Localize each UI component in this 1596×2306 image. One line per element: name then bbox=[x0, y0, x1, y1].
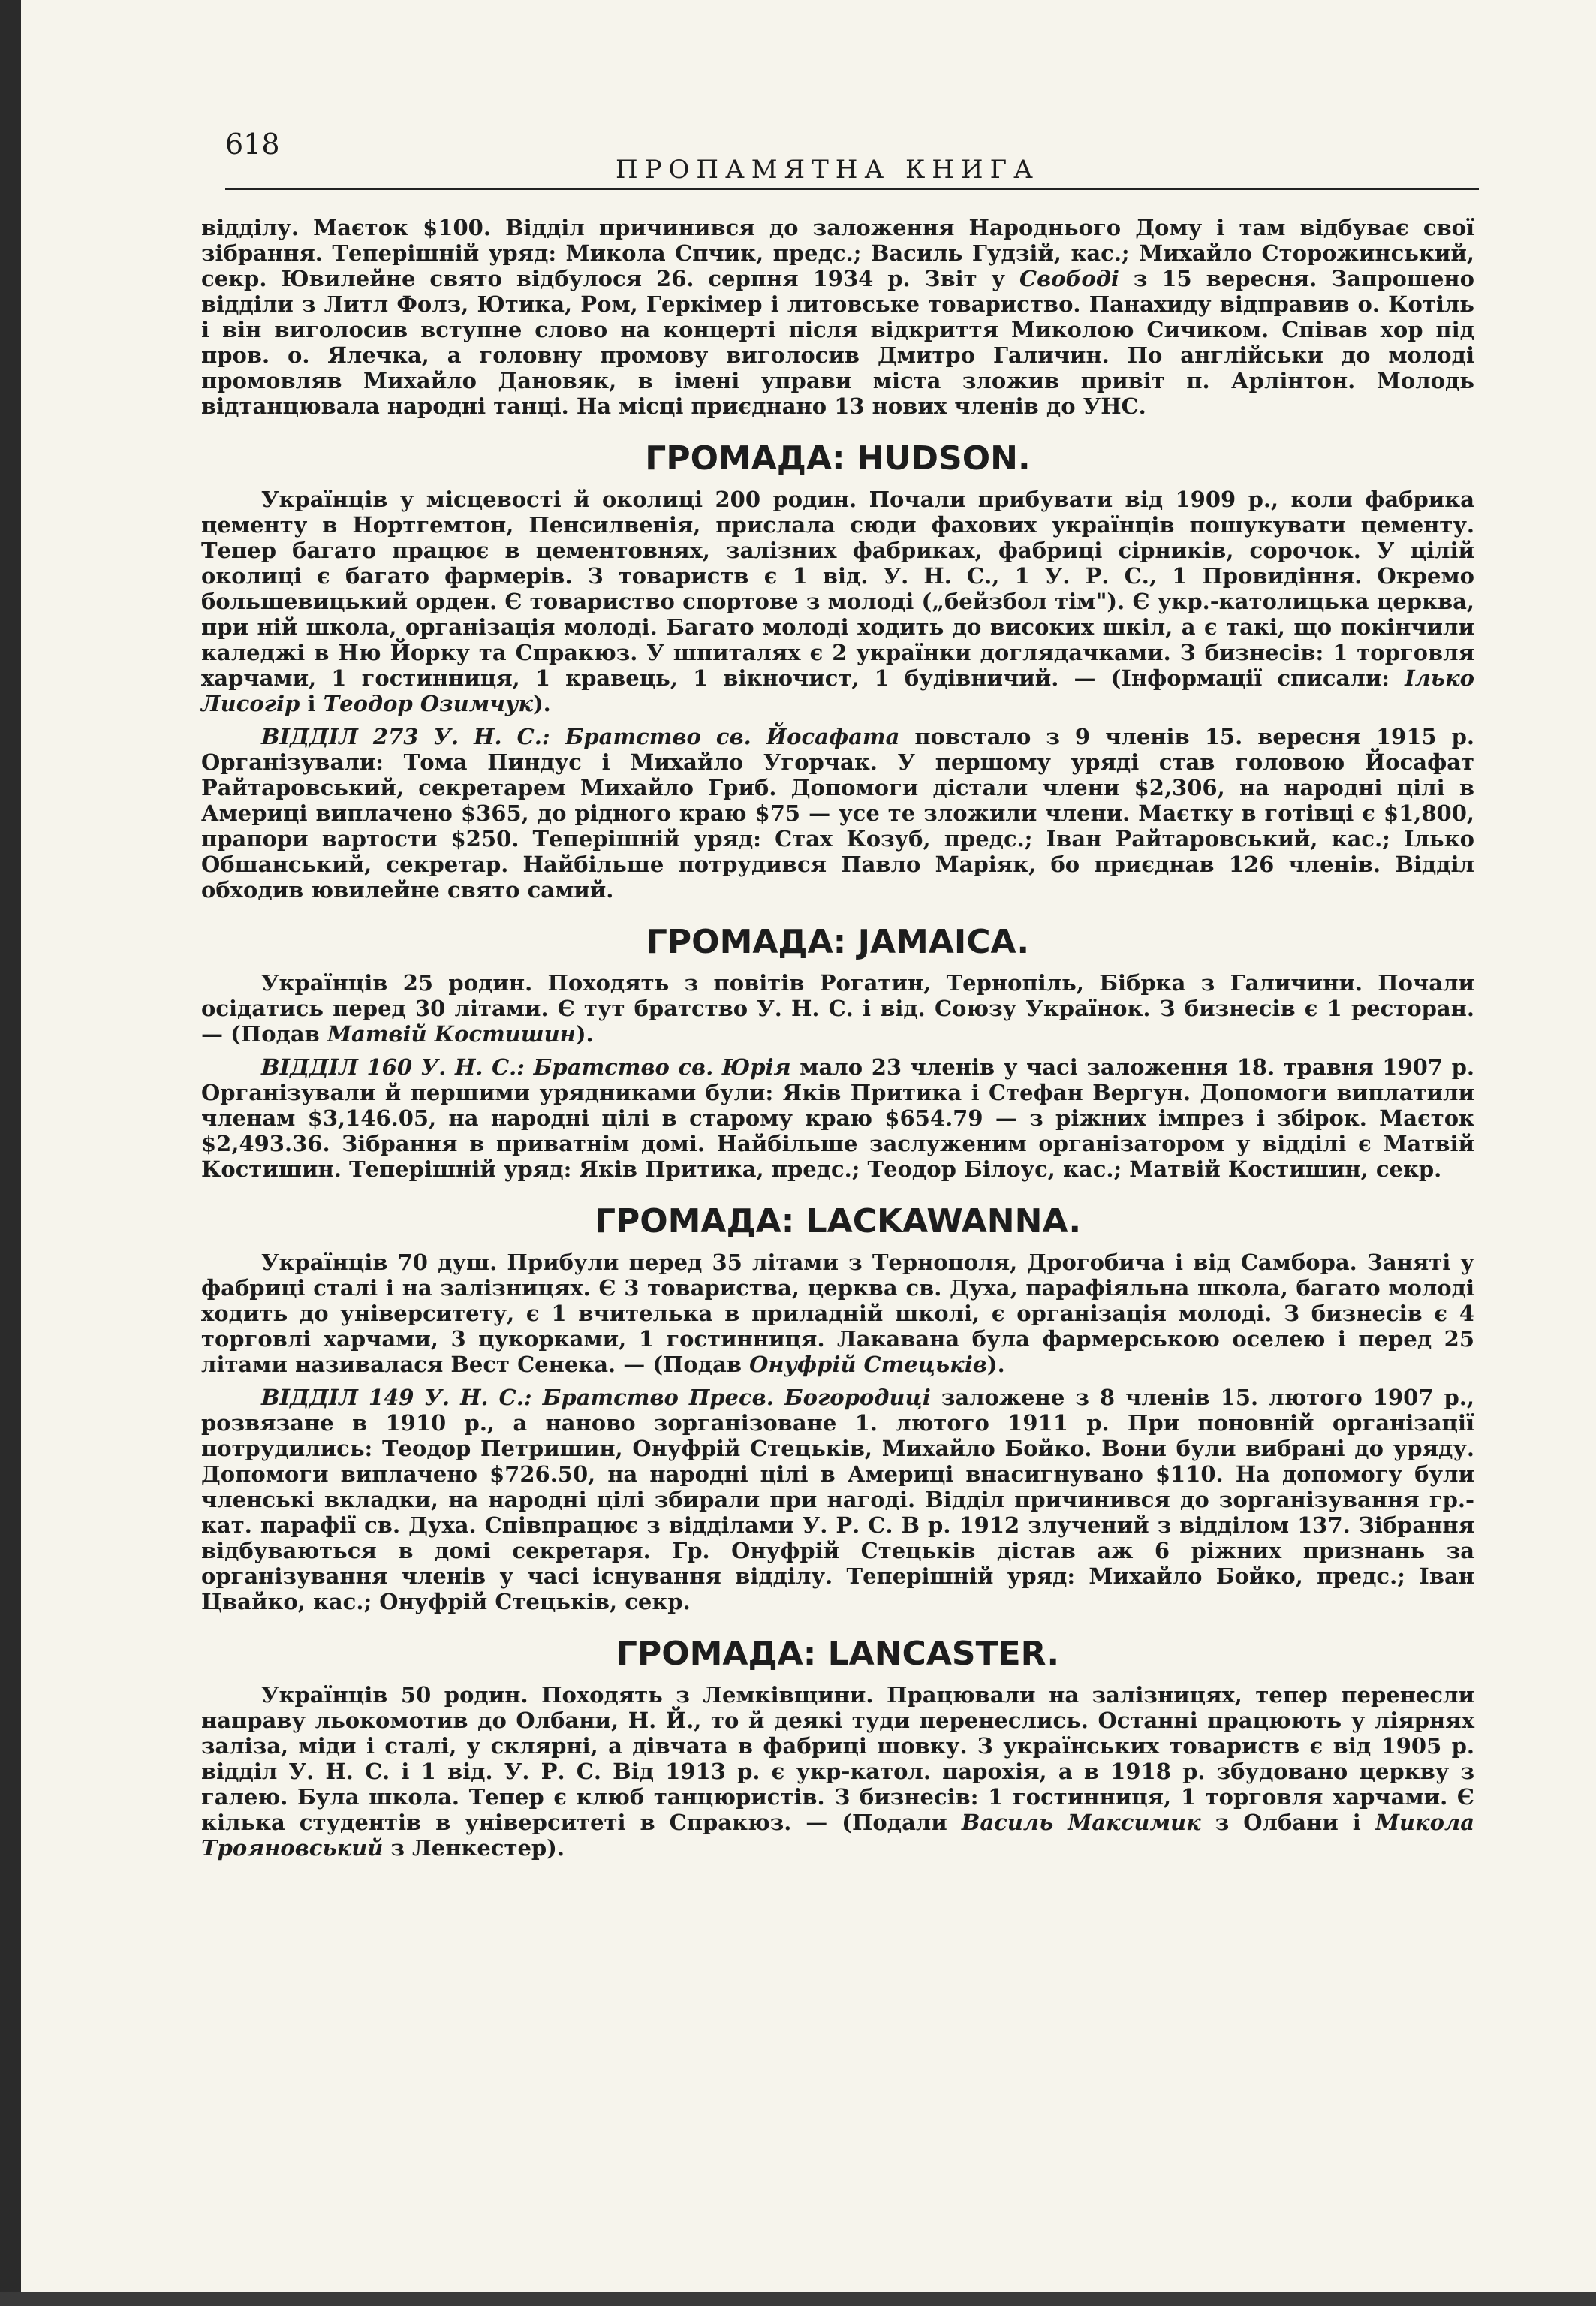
paragraph-text: ). bbox=[575, 1021, 594, 1047]
paragraph-text: Українців 25 родин. Походять з повітів Рогатин, Тернопіль, Бібрка з Галичини. Почали осідатись перед 30 літами. Є тут братство У. Н. С. і від. Союзу Українок. З бизнесів є 1 ресторан. — (Подав bbox=[201, 970, 1474, 1047]
paragraph-text: Українців 70 душ. Прибули перед 35 літами з Тернополя, Дрогобича і від Самбора. Заняті у фабриці сталі і на залізницях. Є 3 товариства, церква св. Духа, парафіяльна школа, багато молоді ходить до університету, є 1 вчителька в приладній школі, є організація молоді. З бизнесів є 4 торговлі харчами, 3 цукорками, 1 гостинниця. Лакавана була фармерською оселею і перед 25 літами називалася Вест Сенека. — (Подав bbox=[201, 1249, 1474, 1377]
heading-place: HUDSON. bbox=[856, 439, 1031, 478]
section-heading-hudson bbox=[201, 439, 1474, 479]
branch-title: ВІДДІЛ 273 У. Н. С.: Братство св. Йосафата bbox=[261, 724, 900, 749]
paragraph-text: Українців 50 родин. Походять з Лемківщини. Працювали на залізницях, тепер перенесли направу льокомотив до Олбани, Н. Й., то й деякі туди перенеслись. Останні працюють у ліярнях заліза, міди і сталі, у склярні, а дівчата в фабриці шовку. З українських товариств є від 1905 р. відділ У. Н. С. і 1 від. У. Р. С. Від 1913 р. є укр-катол. парохія, а в 1918 р. збудовано церкву з галею. Була школа. Тепер є клюб танцюристів. З бизнесів: 1 гостинниця, 1 торговля харчами. Є кілька студентів в університеті в Спракюз. — (Подали bbox=[201, 1682, 1474, 1835]
running-title: ПРОПАМЯТНА КНИГА bbox=[616, 155, 1040, 185]
intro-text: відділу. Маєток $100. Відділ причинився до заложення Народнього Дому і там відбуває свої зібрання. Теперішній уряд: Микола Спчик, предс.; Василь Гудзій, кас.; Михайло Сторожинський, секр. Ювилейне свято відбулося 26. серпня 1934 р. Звіт у bbox=[201, 215, 1474, 291]
paragraph-text: ). bbox=[532, 691, 551, 716]
scan-bottom-edge bbox=[0, 2292, 1596, 2306]
paragraph-text: Українців у місцевості й околиці 200 родин. Почали прибувати від 1909 р., коли фабрика цементу в Нортгемтон, Пенсилвенія, прислала сюди фахових українців пошукувати цементу. Тепер багато працює в цементовнях, залізних фабриках, фабриці сірників, сорочок. У цілій околиці є багато фармерів. З товариств є 1 від. У. Н. С., 1 У. Р. С., 1 Провидіння. Окремо большевицький орден. Є товариство спортове з молоді („бейзбол тім"). Є укр.-католицька церква, при ній школа, організація молоді. Багато молоді ходить до високих шкіл, а є такі, що покінчили каледжі в Ню Йорку та Спракюз. У шпиталях є 2 українки доглядачками. З бизнесів: 1 торговля харчами, 1 гостинниця, 1 кравець, 1 вікночист, 1 будівничий. — (Інформації списали: bbox=[201, 487, 1474, 691]
branch-title: ВІДДІЛ 160 У. Н. С.: Братство св. Юрія bbox=[261, 1054, 791, 1080]
lackawanna-community-paragraph bbox=[201, 1249, 1474, 1377]
paragraph-text: заложене з 8 членів 15. лютого 1907 р., розвязане в 1910 р., а наново зорганізоване 1. лютого 1911 р. При поновній організації потрудились: Теодор Петришин, Онуфрій Стецьків, Михайло Бойко. Вони були вибрані до уряду. Допомоги виплачено $726.50, на народні цілі в Америці внасигнувано $110. На допомогу були членські вкладки, на народні цілі збирали при нагоді. Відділ причинився до зорганізування гр.-кат. парафії св. Духа. Співпрацює з відділами У. Р. С. В р. 1912 злучений з відділом 137. Зібрання відбуваються в домі секретаря. Гр. Онуфрій Стецьків дістав аж 6 ріжних признань за організування членів у часі існування відділу. Теперішній уряд: Михайло Бойко, предс.; Іван Цвайко, кас.; Онуфрій Стецьків, секр. bbox=[201, 1385, 1474, 1614]
informant-name: Онуфрій Стецьків bbox=[749, 1352, 987, 1377]
branch-title: ВІДДІЛ 149 У. Н. С.: Братство Пресв. Богородиці bbox=[261, 1385, 931, 1410]
hudson-branch-paragraph bbox=[201, 724, 1474, 903]
jamaica-branch-paragraph bbox=[201, 1054, 1474, 1182]
paragraph-text: мало 23 членів у часі заложення 18. травня 1907 р. Організували й першими урядниками були: Яків Притика і Стефан Вергун. Допомоги виплатили членам $3,146.05, на народні цілі в старому краю $654.79 — з ріжних імпрез і збірок. Маєток $2,493.36. Зібрання в приватнім домі. Найбільше заслуженим організатором у відділі є Матвій Костишин. Теперішній уряд: Яків Притика, предс.; Теодор Білоус, кас.; Матвій Костишин, секр. bbox=[201, 1054, 1474, 1182]
informant-name: Микола Трояновський bbox=[201, 1810, 1474, 1861]
heading-label: ГРОМАДА: bbox=[594, 1202, 795, 1240]
section-heading-jamaica bbox=[201, 922, 1474, 963]
section-heading-lackawanna bbox=[201, 1201, 1474, 1242]
section-heading-lancaster bbox=[201, 1634, 1474, 1674]
informant-name: Теодор Озимчук bbox=[323, 691, 533, 716]
heading-place: LANCASTER. bbox=[827, 1635, 1060, 1673]
heading-place: LACKAWANNA. bbox=[806, 1202, 1082, 1240]
informant-name: Василь Максимик bbox=[961, 1810, 1201, 1835]
informant-name: Матвій Костишин bbox=[327, 1021, 576, 1047]
heading-label: ГРОМАДА: bbox=[616, 1635, 817, 1673]
page-header bbox=[225, 113, 1479, 188]
page-body bbox=[201, 215, 1474, 1861]
intro-emphasis: Свободі bbox=[1019, 266, 1119, 291]
paragraph-text: з Олбани і bbox=[1200, 1810, 1375, 1835]
paragraph-text: і bbox=[300, 691, 324, 716]
hudson-community-paragraph bbox=[201, 487, 1474, 716]
scan-left-edge bbox=[0, 0, 21, 2306]
paragraph-text: повстало з 9 членів 15. вересня 1915 р. Організували: Тома Пиндус і Михайло Угорчак. У першому уряді став головою Йосафат Райтаровський, секретарем Михайло Гриб. Допомоги дістали члени $2,306, на народні цілі в Америці виплачено $365, до рідного краю $75 — усе те зложили члени. Маєтку в готівці є $1,800, прапори вартости $250. Теперішній уряд: Стах Козуб, предс.; Іван Райтаровський, кас.; Ілько Обшанський, секретар. Найбільше потрудився Павло Маріяк, бо приєднав 126 членів. Відділ обходив ювилейне свято самий. bbox=[201, 724, 1475, 903]
heading-place: JAMAICA. bbox=[857, 923, 1030, 961]
informant-name: Ілько Лисогір bbox=[201, 665, 1474, 716]
heading-label: ГРОМАДА: bbox=[645, 439, 845, 478]
lancaster-community-paragraph bbox=[201, 1682, 1474, 1861]
paragraph-text: з Ленкестер). bbox=[383, 1835, 565, 1861]
intro-paragraph bbox=[201, 215, 1474, 419]
header-rule bbox=[225, 188, 1479, 190]
jamaica-community-paragraph bbox=[201, 970, 1474, 1047]
paragraph-text: ). bbox=[986, 1352, 1005, 1377]
page-number: 618 bbox=[225, 128, 280, 161]
intro-text-2: з 15 вересня. Запрошено відділи з Литл Фолз, Ютика, Ром, Геркімер і литовське товариство. Панахиду відправив о. Котіль і він виголосив вступне слово на концерті після відкриття Миколою Сичиком. Співав хор під пров. о. Ялечка, а головну промову виголосив Дмитро Галичин. По англійськи до молоді промовляв Михайло Дановяк, в імені управи міста зложив привіт п. Арлінтон. Молодь відтанцювала народні танці. На місці приєднано 13 нових членів до УНС. bbox=[201, 266, 1474, 419]
lackawanna-branch-paragraph bbox=[201, 1385, 1474, 1614]
heading-label: ГРОМАДА: bbox=[646, 923, 847, 961]
